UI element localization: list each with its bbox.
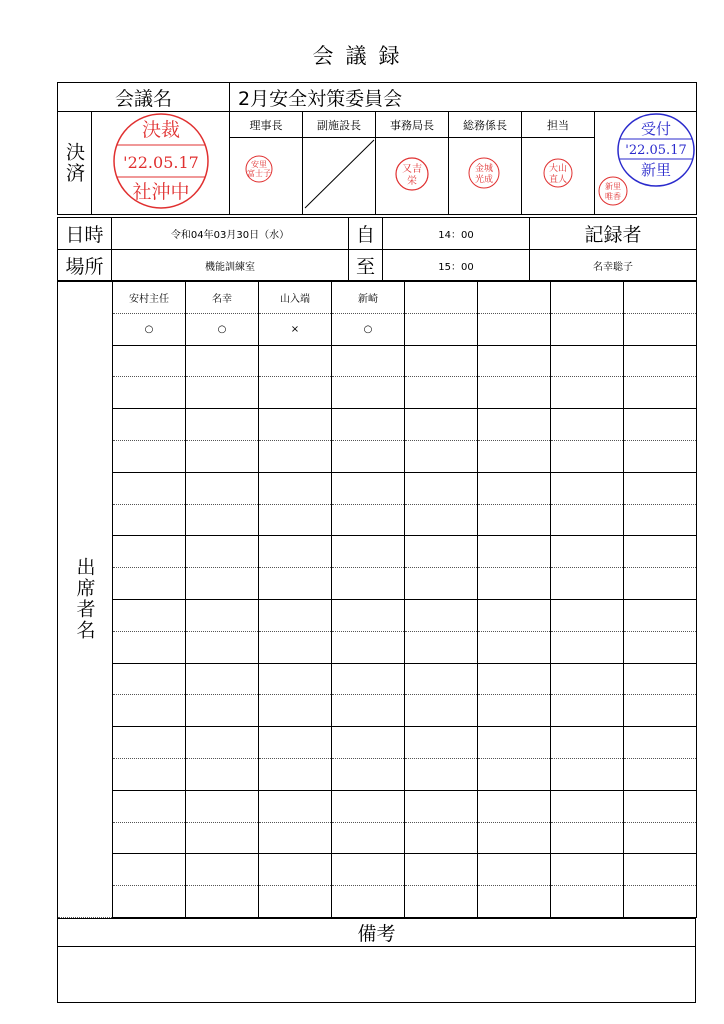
attendee-cell[interactable] [405,409,478,441]
attendee-mark[interactable] [551,313,624,345]
attendee-cell[interactable] [186,599,259,631]
attendee-cell[interactable] [551,727,624,759]
attendee-cell[interactable] [478,377,551,409]
attendee-cell[interactable] [624,631,697,663]
attendee-cell[interactable] [405,377,478,409]
attendee-cell[interactable] [551,631,624,663]
seal-chairman-line1: 安里 [251,160,268,169]
attendee-cell[interactable] [186,568,259,600]
attendee-cell[interactable] [551,695,624,727]
decision-stamp-cell [92,112,230,215]
attendee-cell[interactable] [259,695,332,727]
attendee-name[interactable] [478,282,551,314]
attendee-cell[interactable] [186,536,259,568]
attendee-cell[interactable] [186,631,259,663]
attendee-name[interactable] [624,282,697,314]
attendee-cell[interactable] [332,472,405,504]
attendee-cell[interactable] [405,822,478,854]
attendee-cell[interactable] [332,727,405,759]
decision-stamp-top: 決裁 [141,119,180,141]
attendee-name[interactable] [405,282,478,314]
attendee-cell[interactable] [478,663,551,695]
attendee-cell[interactable] [405,727,478,759]
meeting-name-value[interactable]: 2月安全対策委員会 [230,83,697,112]
attendee-cell[interactable] [113,345,186,377]
attendee-cell[interactable] [478,345,551,377]
role-chairman: 理事長 [230,112,303,138]
place-label: 場所 [58,250,112,281]
receipt-stamp-bottom: 新里 [640,161,671,179]
attendee-name[interactable]: 新崎 [332,282,405,314]
remarks-label: 備考 [58,919,696,947]
attendee-name[interactable]: 安村主任 [113,282,186,314]
date-label: 日時 [58,218,112,250]
attendee-cell[interactable] [478,631,551,663]
attendee-cell[interactable] [405,758,478,790]
attendee-cell[interactable] [186,758,259,790]
seal-secretary-general-line2: 栄 [407,176,418,187]
attendee-cell[interactable] [332,695,405,727]
attendee-name[interactable] [551,282,624,314]
seal-cell-secretary-general [376,138,449,215]
attendee-cell[interactable] [405,663,478,695]
attendee-cell[interactable] [332,822,405,854]
attendee-cell[interactable] [624,440,697,472]
role-deputy-director: 副施設長 [303,112,376,138]
attendee-cell[interactable] [405,345,478,377]
attendee-cell[interactable] [332,854,405,886]
attendee-cell[interactable] [332,568,405,600]
attendee-cell[interactable] [405,886,478,918]
attendee-mark[interactable]: ○ [186,313,259,345]
decision-stamp-date: '22.05.17 [122,153,199,172]
from-time[interactable]: 14：00 [383,218,530,250]
attendee-cell[interactable] [551,758,624,790]
attendee-cell[interactable] [332,409,405,441]
attendee-cell[interactable] [624,377,697,409]
page-title: 会議録 [312,44,412,68]
receipt-stamp-date: '22.05.17 [624,143,687,158]
date-value[interactable]: 令和04年03月30日（水） [112,218,349,250]
attendee-cell[interactable] [405,854,478,886]
attendee-cell[interactable] [332,504,405,536]
attendee-cell[interactable] [113,695,186,727]
attendee-mark[interactable] [405,313,478,345]
attendee-cell[interactable] [405,790,478,822]
attendee-cell[interactable] [624,854,697,886]
attendee-cell[interactable] [186,663,259,695]
receipt-stamp-top: 受付 [640,120,671,138]
attendee-cell[interactable] [478,440,551,472]
role-in-charge: 担当 [522,112,595,138]
attendee-cell[interactable] [186,472,259,504]
attendees-label [58,282,113,918]
attendee-cell[interactable] [478,854,551,886]
attendee-cell[interactable] [259,727,332,759]
attendee-cell[interactable] [259,599,332,631]
attendee-cell[interactable] [113,822,186,854]
attendee-cell[interactable] [551,536,624,568]
attendee-cell[interactable] [113,790,186,822]
seal-general-affairs [450,139,520,209]
attendee-cell[interactable] [186,440,259,472]
attendee-cell[interactable] [113,409,186,441]
attendee-cell[interactable] [624,536,697,568]
attendee-cell[interactable] [259,568,332,600]
recorder-label: 記録者 [530,218,697,250]
attendee-cell[interactable] [478,758,551,790]
attendee-cell[interactable] [113,599,186,631]
attendee-cell[interactable] [259,822,332,854]
attendee-cell[interactable] [332,345,405,377]
attendee-cell[interactable] [259,631,332,663]
attendee-cell[interactable] [624,822,697,854]
attendee-cell[interactable] [332,631,405,663]
attendee-cell[interactable] [259,790,332,822]
seal-cell-deputy-director [303,138,376,215]
attendee-cell[interactable] [551,568,624,600]
attendee-cell[interactable] [478,536,551,568]
receipt-seal-line1: 新里 [604,182,621,191]
receipt-stamp [596,112,696,210]
attendee-cell[interactable] [551,504,624,536]
attendee-cell[interactable] [186,790,259,822]
attendee-cell[interactable] [186,886,259,918]
attendee-cell[interactable] [259,345,332,377]
attendee-cell[interactable] [405,504,478,536]
seal-general-affairs-line2: 光成 [475,175,494,185]
to-label: 至 [349,250,383,281]
seal-in-charge [523,139,593,209]
seal-secretary-general [377,139,447,209]
attendee-cell[interactable] [113,536,186,568]
attendee-cell[interactable] [259,758,332,790]
attendee-cell[interactable] [332,599,405,631]
decision-stamp-bottom: 社沖中 [131,181,190,203]
seal-chairman-line2: 富士子 [247,169,272,178]
attendees-table [57,281,697,918]
attendee-cell[interactable] [113,854,186,886]
attendee-cell[interactable] [624,695,697,727]
attendee-mark[interactable]: × [259,313,332,345]
attendee-cell[interactable] [186,854,259,886]
attendee-cell[interactable] [259,663,332,695]
remarks-table [57,918,696,1003]
attendee-cell[interactable] [405,695,478,727]
attendee-cell[interactable] [624,409,697,441]
attendee-cell[interactable] [186,409,259,441]
attendee-cell[interactable] [259,440,332,472]
attendee-mark[interactable]: ○ [113,313,186,345]
attendee-cell[interactable] [113,440,186,472]
attendee-cell[interactable] [624,599,697,631]
seal-cell-chairman [230,138,303,215]
attendee-cell[interactable] [405,472,478,504]
attendee-cell[interactable] [259,854,332,886]
attendee-name[interactable]: 山入端 [259,282,332,314]
role-general-affairs: 総務係長 [449,112,522,138]
attendees-label-text: 出席者名 [73,557,96,642]
attendee-cell[interactable] [332,790,405,822]
attendee-cell[interactable] [405,599,478,631]
attendee-name[interactable]: 名幸 [186,282,259,314]
schedule-table [57,217,697,281]
attendee-cell[interactable] [259,536,332,568]
seal-secretary-general-line1: 又吉 [402,164,423,175]
attendee-cell[interactable] [551,854,624,886]
attendee-cell[interactable] [551,377,624,409]
attendee-cell[interactable] [405,568,478,600]
attendee-cell[interactable] [624,727,697,759]
role-secretary-general: 事務局長 [376,112,449,138]
approval-label-text: 決済 [63,142,85,184]
attendee-cell[interactable] [113,472,186,504]
attendee-cell[interactable] [551,822,624,854]
attendee-cell[interactable] [624,790,697,822]
attendee-cell[interactable] [551,599,624,631]
seal-in-charge-line1: 大山 [549,164,568,174]
attendee-mark[interactable] [478,313,551,345]
attendee-cell[interactable] [259,377,332,409]
attendee-cell[interactable] [551,790,624,822]
attendee-cell[interactable] [186,377,259,409]
attendee-cell[interactable] [113,758,186,790]
seal-in-charge-line2: 直人 [549,175,568,185]
attendee-cell[interactable] [551,663,624,695]
receipt-seal-line2: 唯香 [604,192,621,201]
attendee-cell[interactable] [478,790,551,822]
to-time[interactable]: 15：00 [383,250,530,281]
attendee-cell[interactable] [624,472,697,504]
seal-deputy-director-slash [303,138,376,210]
remarks-value[interactable] [58,947,696,1003]
attendee-cell[interactable] [624,504,697,536]
attendee-cell[interactable] [186,822,259,854]
attendee-cell[interactable] [551,472,624,504]
attendee-cell[interactable] [478,409,551,441]
attendee-cell[interactable] [332,663,405,695]
attendee-cell[interactable] [551,886,624,918]
approval-label [58,112,92,215]
attendee-cell[interactable] [405,536,478,568]
attendee-cell[interactable] [332,536,405,568]
attendee-cell[interactable] [186,504,259,536]
attendee-cell[interactable] [259,409,332,441]
seal-cell-in-charge [522,138,595,215]
meeting-name-label: 会議名 [58,83,230,112]
attendee-mark[interactable] [624,313,697,345]
recorder-value[interactable]: 名幸聡子 [530,250,697,281]
receipt-stamp-cell [595,112,697,215]
attendee-cell[interactable] [478,727,551,759]
place-value[interactable]: 機能訓練室 [112,250,349,281]
attendee-cell[interactable] [478,695,551,727]
attendee-cell[interactable] [478,886,551,918]
attendee-cell[interactable] [259,472,332,504]
attendee-cell[interactable] [478,599,551,631]
attendee-cell[interactable] [478,504,551,536]
attendee-cell[interactable] [405,440,478,472]
from-label: 自 [349,218,383,250]
seal-chairman [231,139,301,209]
attendee-cell[interactable] [551,440,624,472]
attendee-cell[interactable] [186,727,259,759]
attendee-cell[interactable] [113,727,186,759]
attendee-cell[interactable] [405,631,478,663]
seal-cell-general-affairs [449,138,522,215]
decision-stamp [93,112,229,210]
attendee-cell[interactable] [186,695,259,727]
seal-general-affairs-line1: 金城 [475,164,494,174]
attendee-cell[interactable] [478,822,551,854]
attendee-cell[interactable] [113,663,186,695]
attendee-mark[interactable]: ○ [332,313,405,345]
attendee-cell[interactable] [113,631,186,663]
attendee-cell[interactable] [551,345,624,377]
attendee-cell[interactable] [113,377,186,409]
attendee-cell[interactable] [332,758,405,790]
attendee-cell[interactable] [624,663,697,695]
attendee-cell[interactable] [332,377,405,409]
attendee-cell[interactable] [551,409,624,441]
attendee-cell[interactable] [113,504,186,536]
attendee-cell[interactable] [478,472,551,504]
attendee-cell[interactable] [113,886,186,918]
attendee-cell[interactable] [186,345,259,377]
attendee-cell[interactable] [624,345,697,377]
attendee-cell[interactable] [332,440,405,472]
attendee-cell[interactable] [478,568,551,600]
approval-table [57,82,697,215]
attendee-cell[interactable] [259,504,332,536]
attendee-cell[interactable] [259,886,332,918]
attendee-cell[interactable] [113,568,186,600]
attendee-cell[interactable] [624,758,697,790]
attendee-cell[interactable] [332,886,405,918]
attendee-cell[interactable] [624,886,697,918]
attendee-cell[interactable] [624,568,697,600]
